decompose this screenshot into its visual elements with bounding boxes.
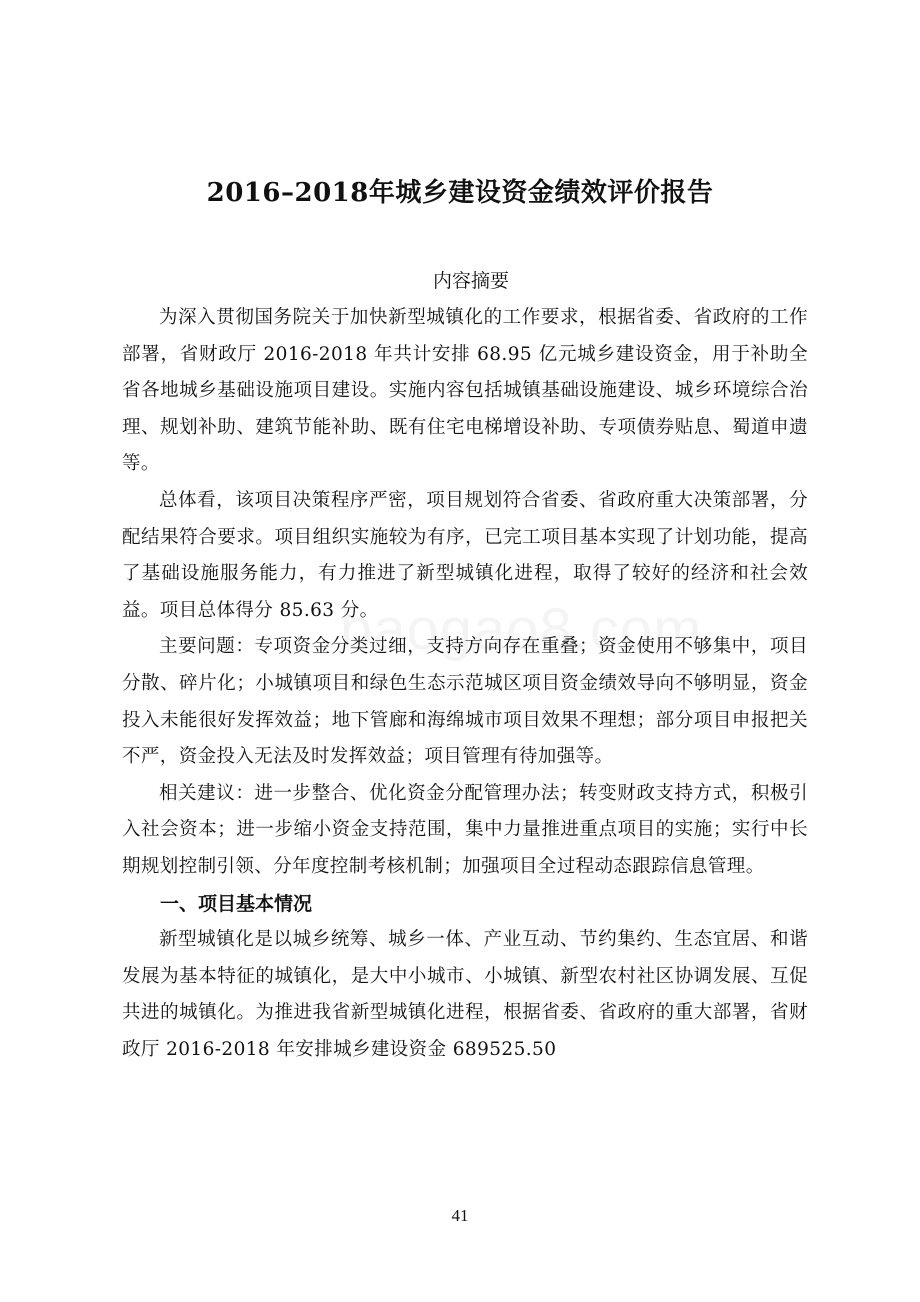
abstract-heading: 内容摘要 — [432, 270, 509, 292]
document-body — [122, 262, 808, 1068]
abstract-paragraph-suggestions: 相关建议：进一步整合、优化资金分配管理办法；转变财政支持方式，积极引入社会资本；进一步缩小资金支持范围，集中力量推进重点项目的实施；实行中长期规划控制引领、分年度控制考核机制；加强项目全过程动态跟踪信息管理。 — [122, 782, 808, 877]
section-heading: 一、项目基本情况 — [160, 892, 313, 915]
abstract-paragraph-background: 为深入贯彻国务院关于加快新型城镇化的工作要求，根据省委、省政府的工作部署，省财政厅 2016-2018 年共计安排 68.95 亿元城乡建设资金，用于补助全省各地城乡基础设施项目建设。实施内容包括城镇基础设施建设、城乡环境综合治理、规划补助、建筑节能补助、既有住宅电梯增设补助、专项债券贴息、蜀道申遗等。 — [122, 307, 808, 475]
abstract-paragraph-overall: 总体看，该项目决策程序严密，项目规划符合省委、省政府重大决策部署，分配结果符合要求。项目组织实施较为有序，已完工项目基本实现了计划功能，提高了基础设施服务能力，有力推进了新型城镇化进程，取得了较好的经济和社会效益。项目总体得分 85.63 分。 — [122, 489, 808, 621]
page-number: 41 — [451, 1206, 469, 1225]
document-title: 2016–2018年城乡建设资金绩效评价报告 — [206, 178, 714, 208]
abstract-paragraph-problems: 主要问题：专项资金分类过细，支持方向存在重叠；资金使用不够集中，项目分散、碎片化；小城镇项目和绿色生态示范城区项目资金绩效导向不够明显，资金投入未能很好发挥效益；地下管廊和海绵城市项目效果不理想；部分项目申报把关不严，资金投入无法及时发挥效益；项目管理有待加强等。 — [122, 636, 808, 768]
section-paragraph: 新型城镇化是以城乡统筹、城乡一体、产业互动、节约集约、生态宜居、和谐发展为基本特征的城镇化，是大中小城市、小城镇、新型农村社区协调发展、互促共进的城镇化。为推进我省新型城镇化进程，根据省委、省政府的重大部署，省财政厅 2016-2018 年安排城乡建设资金 689525.50 — [122, 929, 808, 1060]
